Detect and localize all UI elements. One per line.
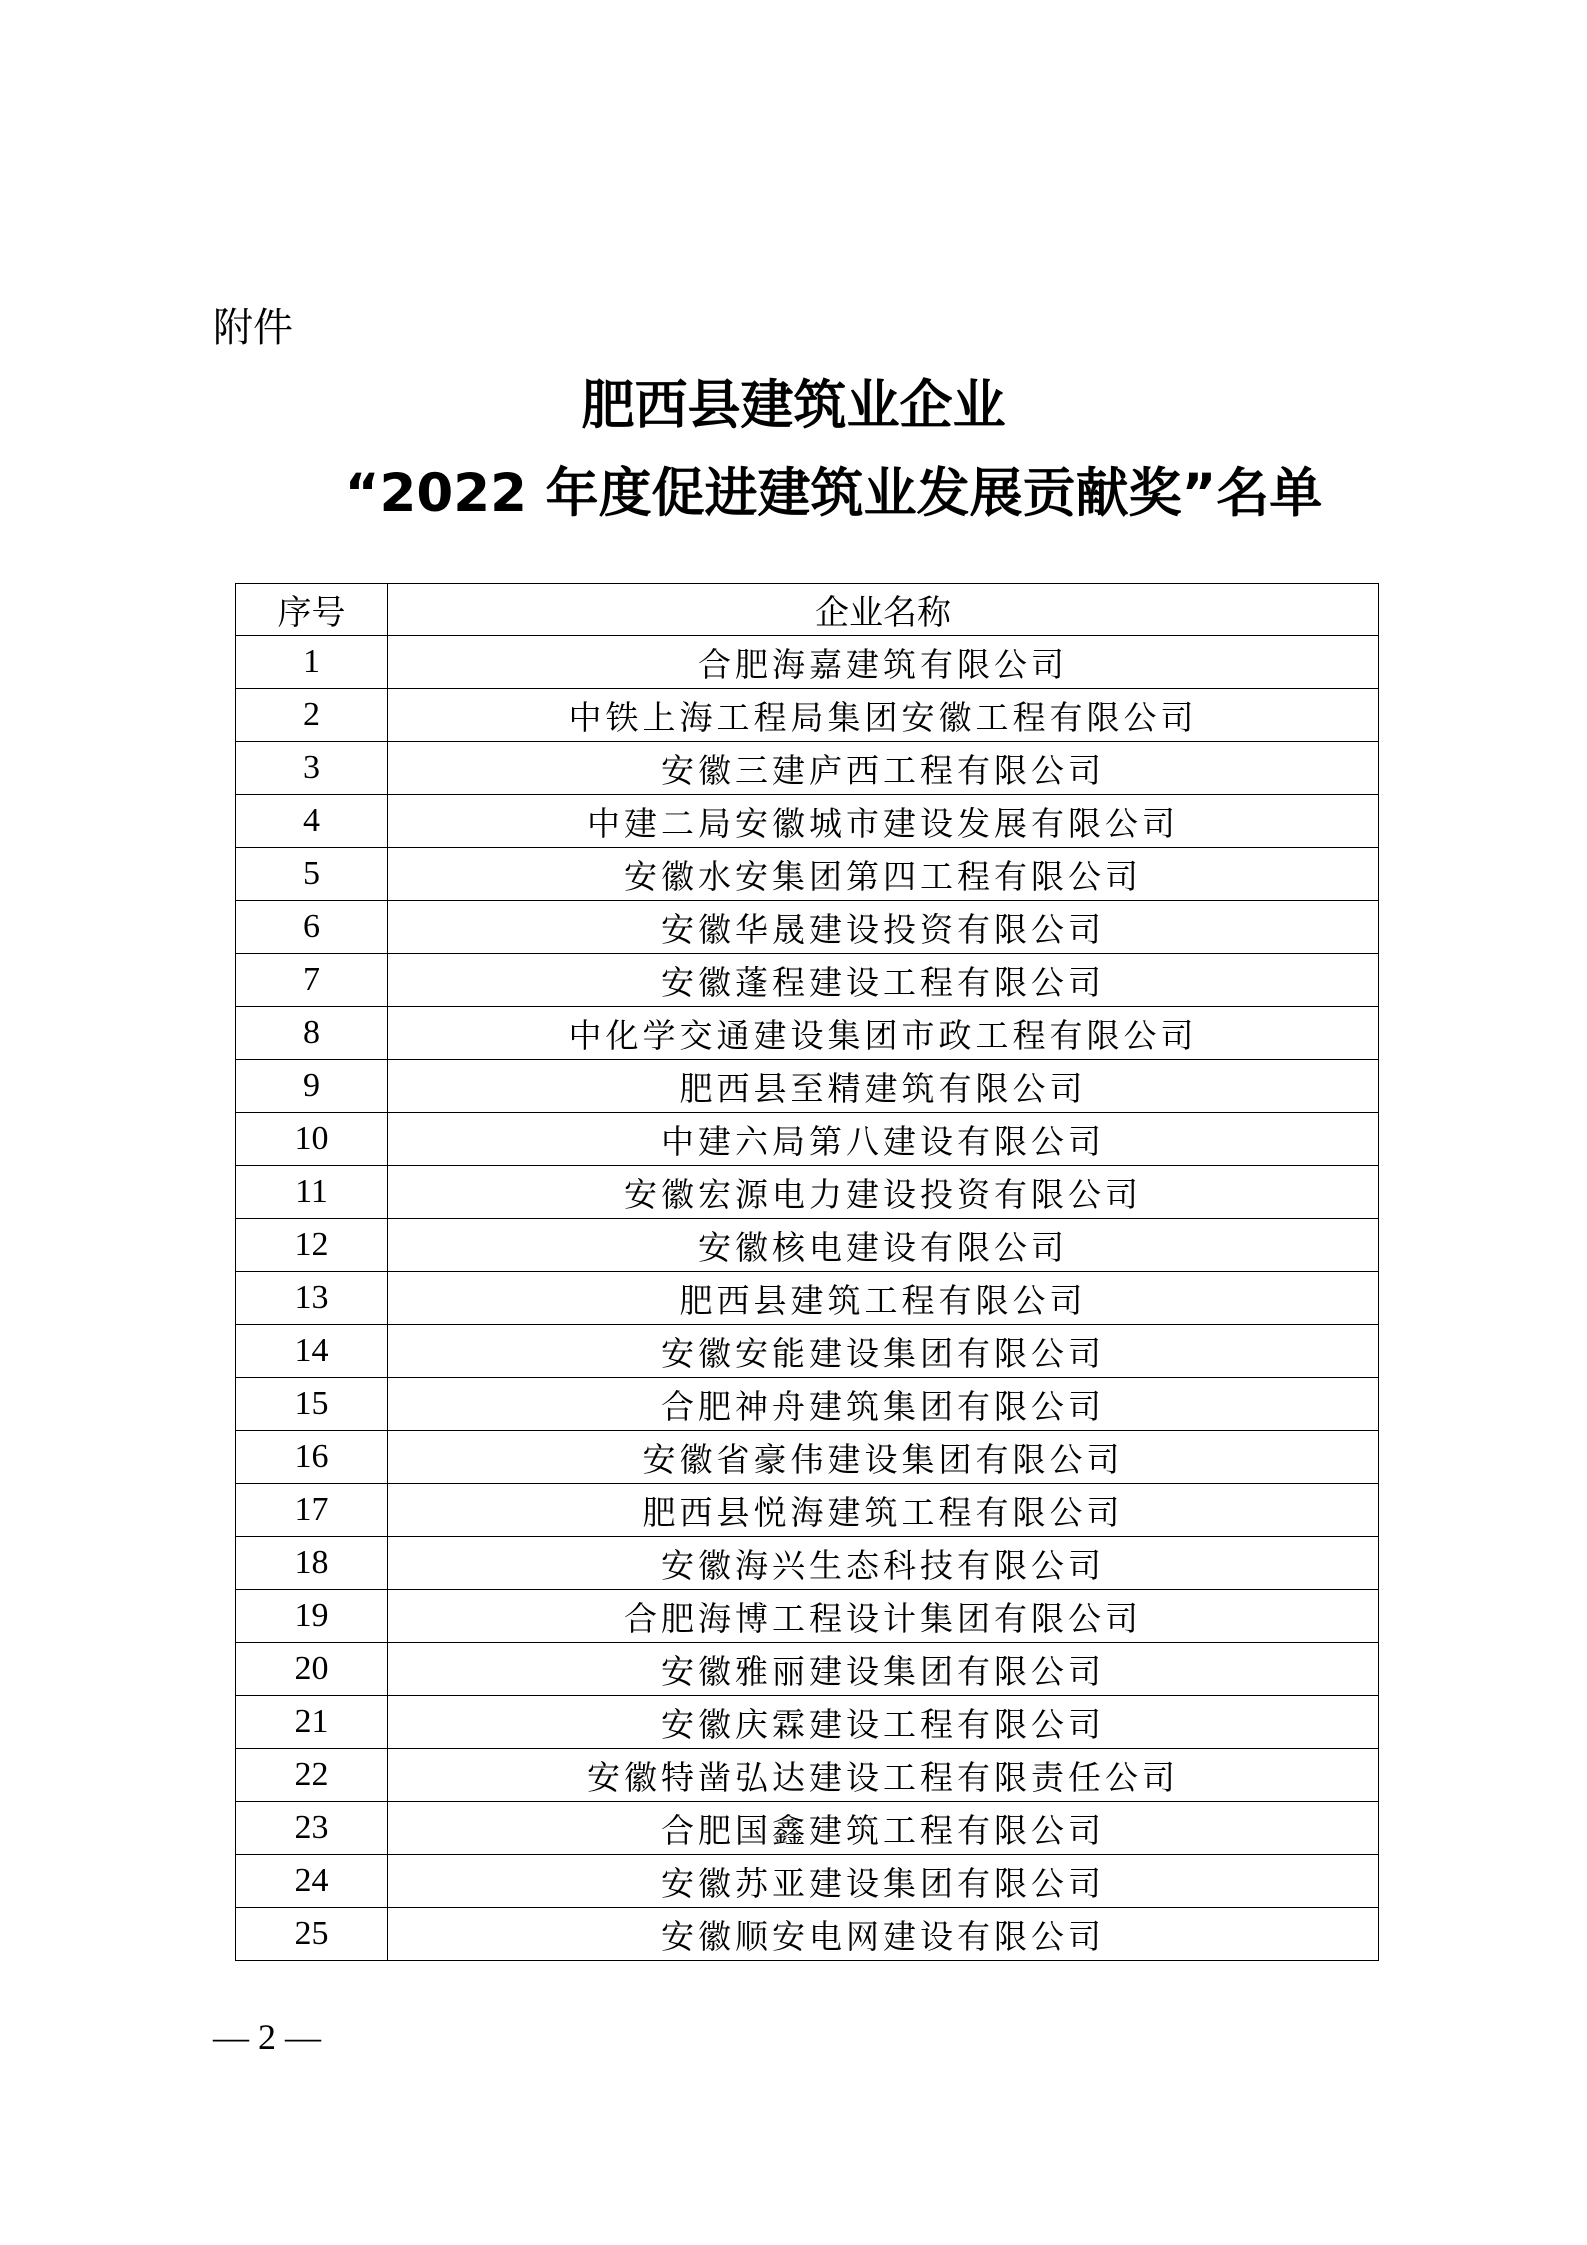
table-row <box>236 1537 1379 1590</box>
serial-number-cell: 5 <box>236 848 388 901</box>
serial-number-cell: 18 <box>236 1537 388 1590</box>
table-row <box>236 1431 1379 1484</box>
serial-number-cell: 13 <box>236 1272 388 1325</box>
company-name-cell: 安徽苏亚建设集团有限公司 <box>388 1855 1379 1908</box>
serial-number-cell: 7 <box>236 954 388 1007</box>
company-name-cell: 合肥国鑫建筑工程有限公司 <box>388 1802 1379 1855</box>
company-name-cell: 安徽水安集团第四工程有限公司 <box>388 848 1379 901</box>
serial-number-cell: 9 <box>236 1060 388 1113</box>
table-row <box>236 1272 1379 1325</box>
company-name-cell: 中化学交通建设集团市政工程有限公司 <box>388 1007 1379 1060</box>
table-row <box>236 848 1379 901</box>
serial-number-cell: 10 <box>236 1113 388 1166</box>
table-header-row <box>236 584 1379 636</box>
company-name-cell: 合肥神舟建筑集团有限公司 <box>388 1378 1379 1431</box>
company-name-cell: 安徽三建庐西工程有限公司 <box>388 742 1379 795</box>
company-name-cell: 安徽安能建设集团有限公司 <box>388 1325 1379 1378</box>
company-name-cell: 中铁上海工程局集团安徽工程有限公司 <box>388 689 1379 742</box>
company-name-cell: 安徽雅丽建设集团有限公司 <box>388 1643 1379 1696</box>
serial-number-cell: 25 <box>236 1908 388 1961</box>
award-list-table <box>235 583 1379 1961</box>
table-row <box>236 742 1379 795</box>
serial-number-cell: 12 <box>236 1219 388 1272</box>
table-row <box>236 1113 1379 1166</box>
company-name-cell: 合肥海博工程设计集团有限公司 <box>388 1590 1379 1643</box>
serial-number-cell: 21 <box>236 1696 388 1749</box>
document-title-line-1: 肥西县建筑业企业 <box>581 375 1006 436</box>
table-row <box>236 636 1379 689</box>
table-row <box>236 1060 1379 1113</box>
company-name-cell: 肥西县至精建筑有限公司 <box>388 1060 1379 1113</box>
company-name-cell: 安徽宏源电力建设投资有限公司 <box>388 1166 1379 1219</box>
serial-number-cell: 1 <box>236 636 388 689</box>
table-row <box>236 1749 1379 1802</box>
serial-number-cell: 17 <box>236 1484 388 1537</box>
table-row <box>236 1325 1379 1378</box>
company-name-cell: 安徽庆霖建设工程有限公司 <box>388 1696 1379 1749</box>
table-row <box>236 1166 1379 1219</box>
company-name-cell: 肥西县建筑工程有限公司 <box>388 1272 1379 1325</box>
company-name-cell: 合肥海嘉建筑有限公司 <box>388 636 1379 689</box>
document-title-line-2: “2022 年度促进建筑业发展贡献奖”名单 <box>344 463 1323 524</box>
company-name-cell: 肥西县悦海建筑工程有限公司 <box>388 1484 1379 1537</box>
serial-number-cell: 8 <box>236 1007 388 1060</box>
serial-number-cell: 14 <box>236 1325 388 1378</box>
company-name-cell: 安徽顺安电网建设有限公司 <box>388 1908 1379 1961</box>
company-name-cell: 安徽核电建设有限公司 <box>388 1219 1379 1272</box>
table-body <box>236 636 1379 1961</box>
serial-number-cell: 23 <box>236 1802 388 1855</box>
serial-number-cell: 15 <box>236 1378 388 1431</box>
serial-number-cell: 16 <box>236 1431 388 1484</box>
company-name-cell: 中建六局第八建设有限公司 <box>388 1113 1379 1166</box>
table-row <box>236 1590 1379 1643</box>
company-name-cell: 安徽蓬程建设工程有限公司 <box>388 954 1379 1007</box>
table-row <box>236 1007 1379 1060</box>
serial-number-cell: 20 <box>236 1643 388 1696</box>
table-row <box>236 795 1379 848</box>
table-row <box>236 954 1379 1007</box>
company-name-cell: 中建二局安徽城市建设发展有限公司 <box>388 795 1379 848</box>
column-header-serial-number: 序号 <box>236 584 388 636</box>
attachment-label: 附件 <box>213 305 293 351</box>
serial-number-cell: 24 <box>236 1855 388 1908</box>
table-row <box>236 1484 1379 1537</box>
table-row <box>236 1378 1379 1431</box>
serial-number-cell: 3 <box>236 742 388 795</box>
table-row <box>236 1802 1379 1855</box>
table-row <box>236 1643 1379 1696</box>
table-row <box>236 1908 1379 1961</box>
company-name-cell: 安徽特凿弘达建设工程有限责任公司 <box>388 1749 1379 1802</box>
serial-number-cell: 11 <box>236 1166 388 1219</box>
serial-number-cell: 19 <box>236 1590 388 1643</box>
company-name-cell: 安徽省豪伟建设集团有限公司 <box>388 1431 1379 1484</box>
column-header-company-name: 企业名称 <box>388 584 1379 636</box>
serial-number-cell: 4 <box>236 795 388 848</box>
company-name-cell: 安徽华晟建设投资有限公司 <box>388 901 1379 954</box>
page-number: — 2 — <box>213 2017 321 2057</box>
serial-number-cell: 6 <box>236 901 388 954</box>
table-row <box>236 689 1379 742</box>
serial-number-cell: 22 <box>236 1749 388 1802</box>
serial-number-cell: 2 <box>236 689 388 742</box>
company-name-cell: 安徽海兴生态科技有限公司 <box>388 1537 1379 1590</box>
table-row <box>236 1855 1379 1908</box>
table-row <box>236 1219 1379 1272</box>
table-row <box>236 901 1379 954</box>
table-row <box>236 1696 1379 1749</box>
